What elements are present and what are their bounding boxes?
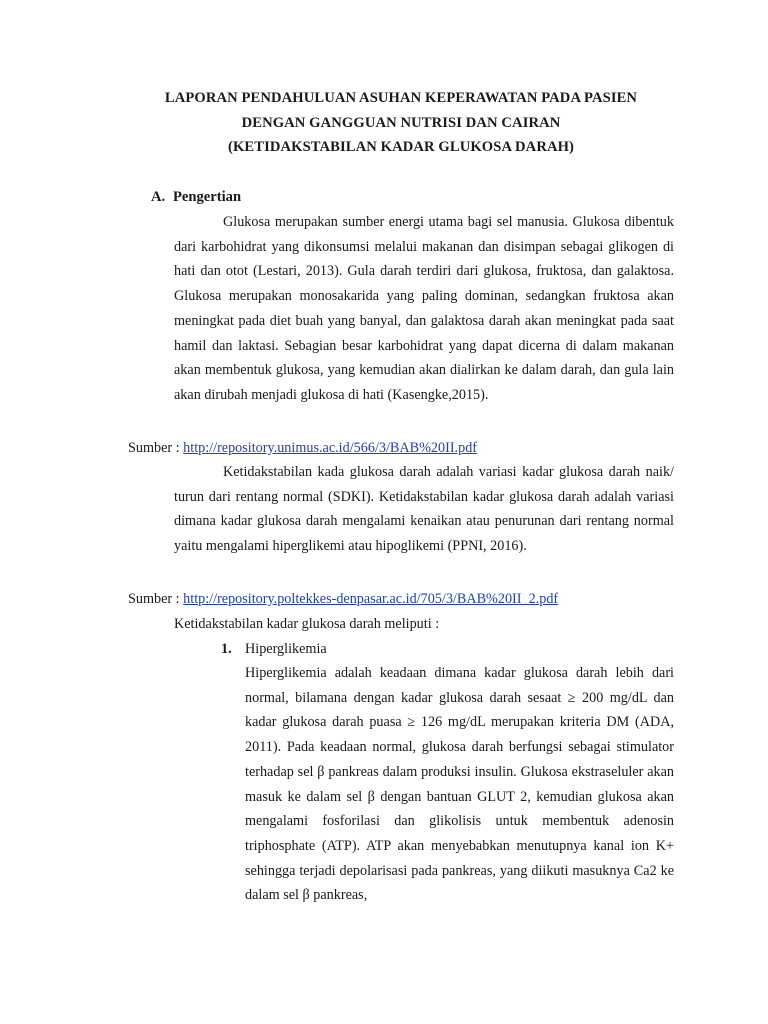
paragraph-3-text: Hiperglikemia adalah keadaan dimana kadar glukosa darah lebih dari normal, bilamana dengan kadar glukosa darah sesaat ≥ 200 mg/dL dan kadar glukosa darah puasa ≥ 126 mg/dL merupakan kriteria DM (ADA, 2011). Pada keadaan normal, glukosa darah berfungsi sebagai stimulator terhadap sel β pankreas dalam produksi insulin. Glukosa ekstraseluler akan masuk ke dalam sel β dengan bantuan GLUT 2, kemudian glukosa akan mengalami fosforilasi dan glikolisis untuk membentuk adenosin triphosphate (ATP). ATP akan menyebabkan menutupnya kanal ion K+ sehingga terjadi depolarisasi pada pankreas, yang diikuti masuknya Ca2 ke dalam sel β pankreas, [245, 665, 674, 904]
list-item-heading: Hiperglikemia [245, 641, 327, 657]
title-line-1: LAPORAN PENDAHULUAN ASUHAN KEPERAWATAN PADA PASIEN [164, 90, 638, 106]
paragraph-2-text: Ketidakstabilan kada glukosa darah adalah variasi kadar glukosa darah naik/ turun dari rentang normal (SDKI). Ketidakstabilan kadar glukosa darah adalah variasi dimana kadar glukosa darah mengalami kenaikan atau penurunan dari rentang normal yaitu mengalami hiperglikemi atau hipoglikemi (PPNI, 2016). [174, 464, 674, 555]
source-citation-1 [128, 436, 477, 460]
paragraph-glukosa [174, 210, 674, 408]
source-link-1[interactable]: http://repository.unimus.ac.id/566/3/BAB%20II.pdf [183, 440, 478, 456]
source-link-2[interactable]: http://repository.poltekkes-denpasar.ac.id/705/3/BAB%20II_2.pdf [183, 591, 559, 607]
section-letter: A. [151, 189, 166, 205]
list-item-number: 1. [221, 641, 232, 657]
title-line-3: (KETIDAKSTABILAN KADAR GLUKOSA DARAH) [227, 139, 575, 155]
section-title: Pengertian [173, 189, 242, 205]
document-title [100, 86, 702, 160]
source-label-2: Sumber : [128, 591, 184, 607]
source-label-1: Sumber : [128, 440, 184, 456]
paragraph-hiperglikemia [245, 661, 674, 908]
list-intro: Ketidakstabilan kadar glukosa darah meliputi : [174, 616, 440, 632]
paragraph-ketidakstabilan [174, 460, 674, 559]
list-item-hiperglikemia [221, 637, 327, 661]
source-citation-2 [128, 587, 558, 611]
paragraph-1-text: Glukosa merupakan sumber energi utama bagi sel manusia. Glukosa dibentuk dari karbohidrat yang dikonsumsi melalui makanan dan disimpan sebagai glikogen di hati dan otot (Lestari, 2013). Gula darah terdiri dari glukosa, fruktosa, dan galaktosa. Glukosa merupakan monosakarida yang paling dominan, sedangkan fruktosa akan meningkat pada diet buah yang banyal, dan galaktosa darah akan meningkat pada saat hamil dan laktasi. Sebagian besar karbohidrat yang dapat dicerna di dalam makanan akan membentuk glukosa, yang kemudian akan dialirkan ke dalam darah, dan gula lain akan dirubah menjadi glukosa di hati (Kasengke,2015). [174, 214, 674, 403]
title-line-2: DENGAN GANGGUAN NUTRISI DAN CAIRAN [241, 114, 561, 131]
section-heading-pengertian [151, 185, 241, 209]
